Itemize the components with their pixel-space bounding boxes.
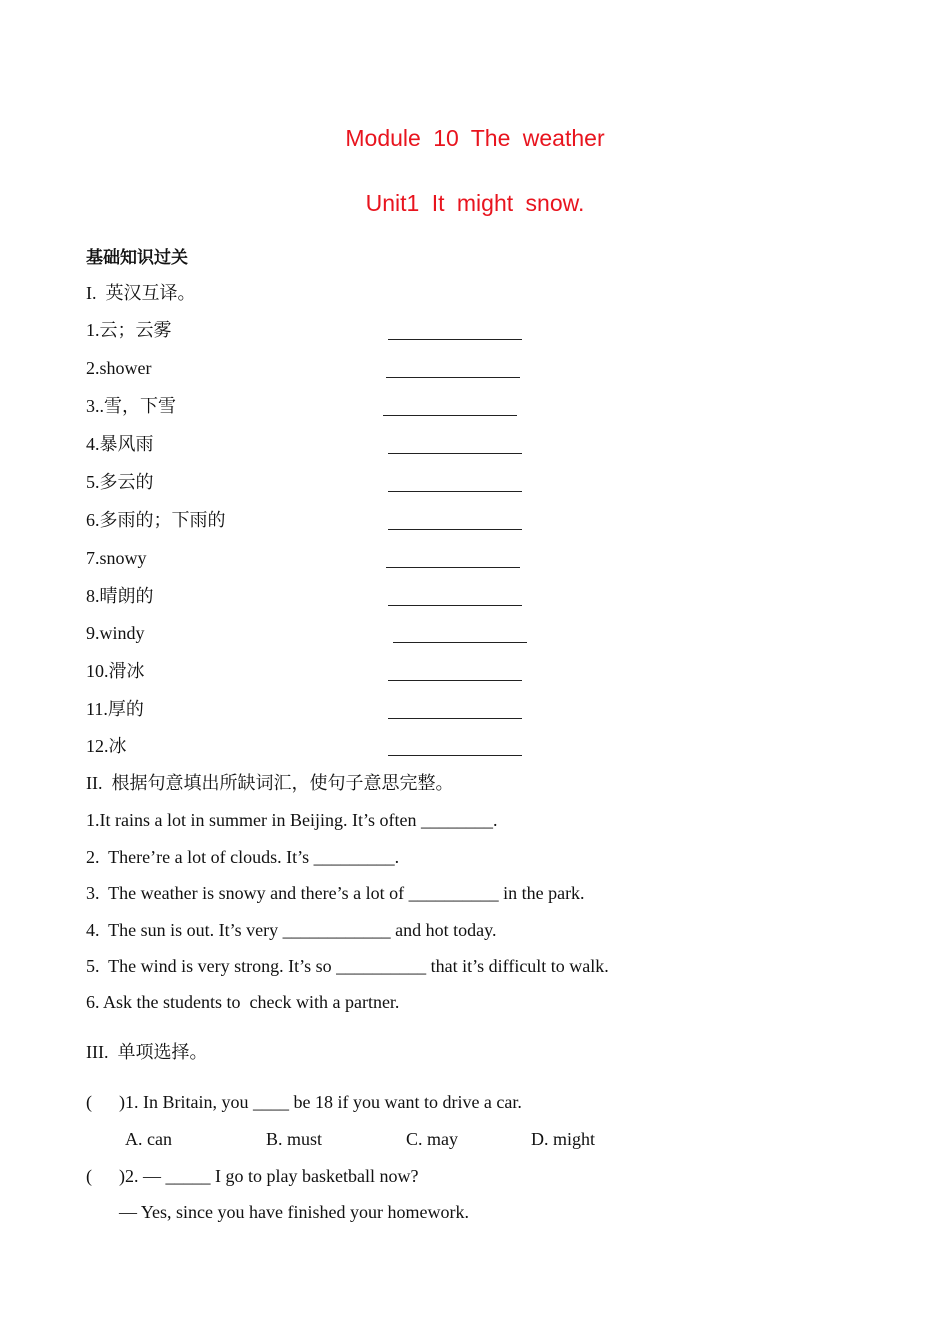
part1-item-12: 12.冰 [86,736,127,756]
answer-blank-4[interactable] [388,453,522,454]
answer-blank-7[interactable] [386,567,520,568]
answer-blank-11[interactable] [388,718,522,719]
answer-blank-10[interactable] [388,680,522,681]
q1-option-c[interactable]: C. may [406,1129,458,1149]
part1-item-4: 4.暴风雨 [86,434,154,454]
answer-blank-12[interactable] [388,755,522,756]
part1-item-10: 10.滑冰 [86,661,145,681]
part2-sentence-3: 3. The weather is snowy and there’s a lot of __________ in the park. [86,883,585,903]
answer-blank-8[interactable] [388,605,522,606]
part1-item-3: 3..雪，下雪 [86,396,176,416]
part2-sentence-6: 6. Ask the students to check with a partner. [86,992,400,1012]
answer-blank-3[interactable] [383,415,517,416]
answer-blank-2[interactable] [386,377,520,378]
answer-blank-6[interactable] [388,529,522,530]
part1-item-2: 2.shower [86,358,152,378]
part1-item-9: 9.windy [86,623,145,643]
part2-sentence-1: 1.It rains a lot in summer in Beijing. It’s often ________. [86,810,498,830]
answer-blank-5[interactable] [388,491,522,492]
answer-blank-1[interactable] [388,339,522,340]
q1-option-d[interactable]: D. might [531,1129,596,1149]
part1-item-7: 7.snowy [86,548,147,568]
q1-option-a[interactable]: A. can [125,1129,172,1149]
part3-heading: III. 单项选择。 [86,1042,208,1062]
section-heading: 基础知识过关 [86,248,188,268]
question-1: ( )1. In Britain, you ____ be 18 if you want to drive a car. [86,1092,522,1112]
part1-item-5: 5.多云的 [86,472,154,492]
q1-option-b[interactable]: B. must [266,1129,323,1149]
answer-blank-9[interactable] [393,642,527,643]
part2-sentence-4: 4. The sun is out. It’s very ____________ and hot today. [86,920,497,940]
unit-title: Unit1 It might snow. [365,190,585,216]
part2-sentence-5: 5. The wind is very strong. It’s so __________ that it’s difficult to walk. [86,956,609,976]
part2-heading: II. 根据句意填出所缺词汇，使句子意思完整。 [86,773,454,793]
part1-heading: I. 英汉互译。 [86,283,196,303]
module-title: Module 10 The weather [345,125,605,151]
part1-item-11: 11.厚的 [86,699,144,719]
part1-item-6: 6.多雨的；下雨的 [86,510,226,530]
part2-sentence-2: 2. There’re a lot of clouds. It’s _________. [86,847,400,867]
part1-item-8: 8.晴朗的 [86,586,154,606]
question-2: ( )2. — _____ I go to play basketball now? [86,1166,419,1186]
question-2-answer: — Yes, since you have finished your homework. [119,1202,469,1222]
part1-item-1: 1.云；云雾 [86,320,172,340]
